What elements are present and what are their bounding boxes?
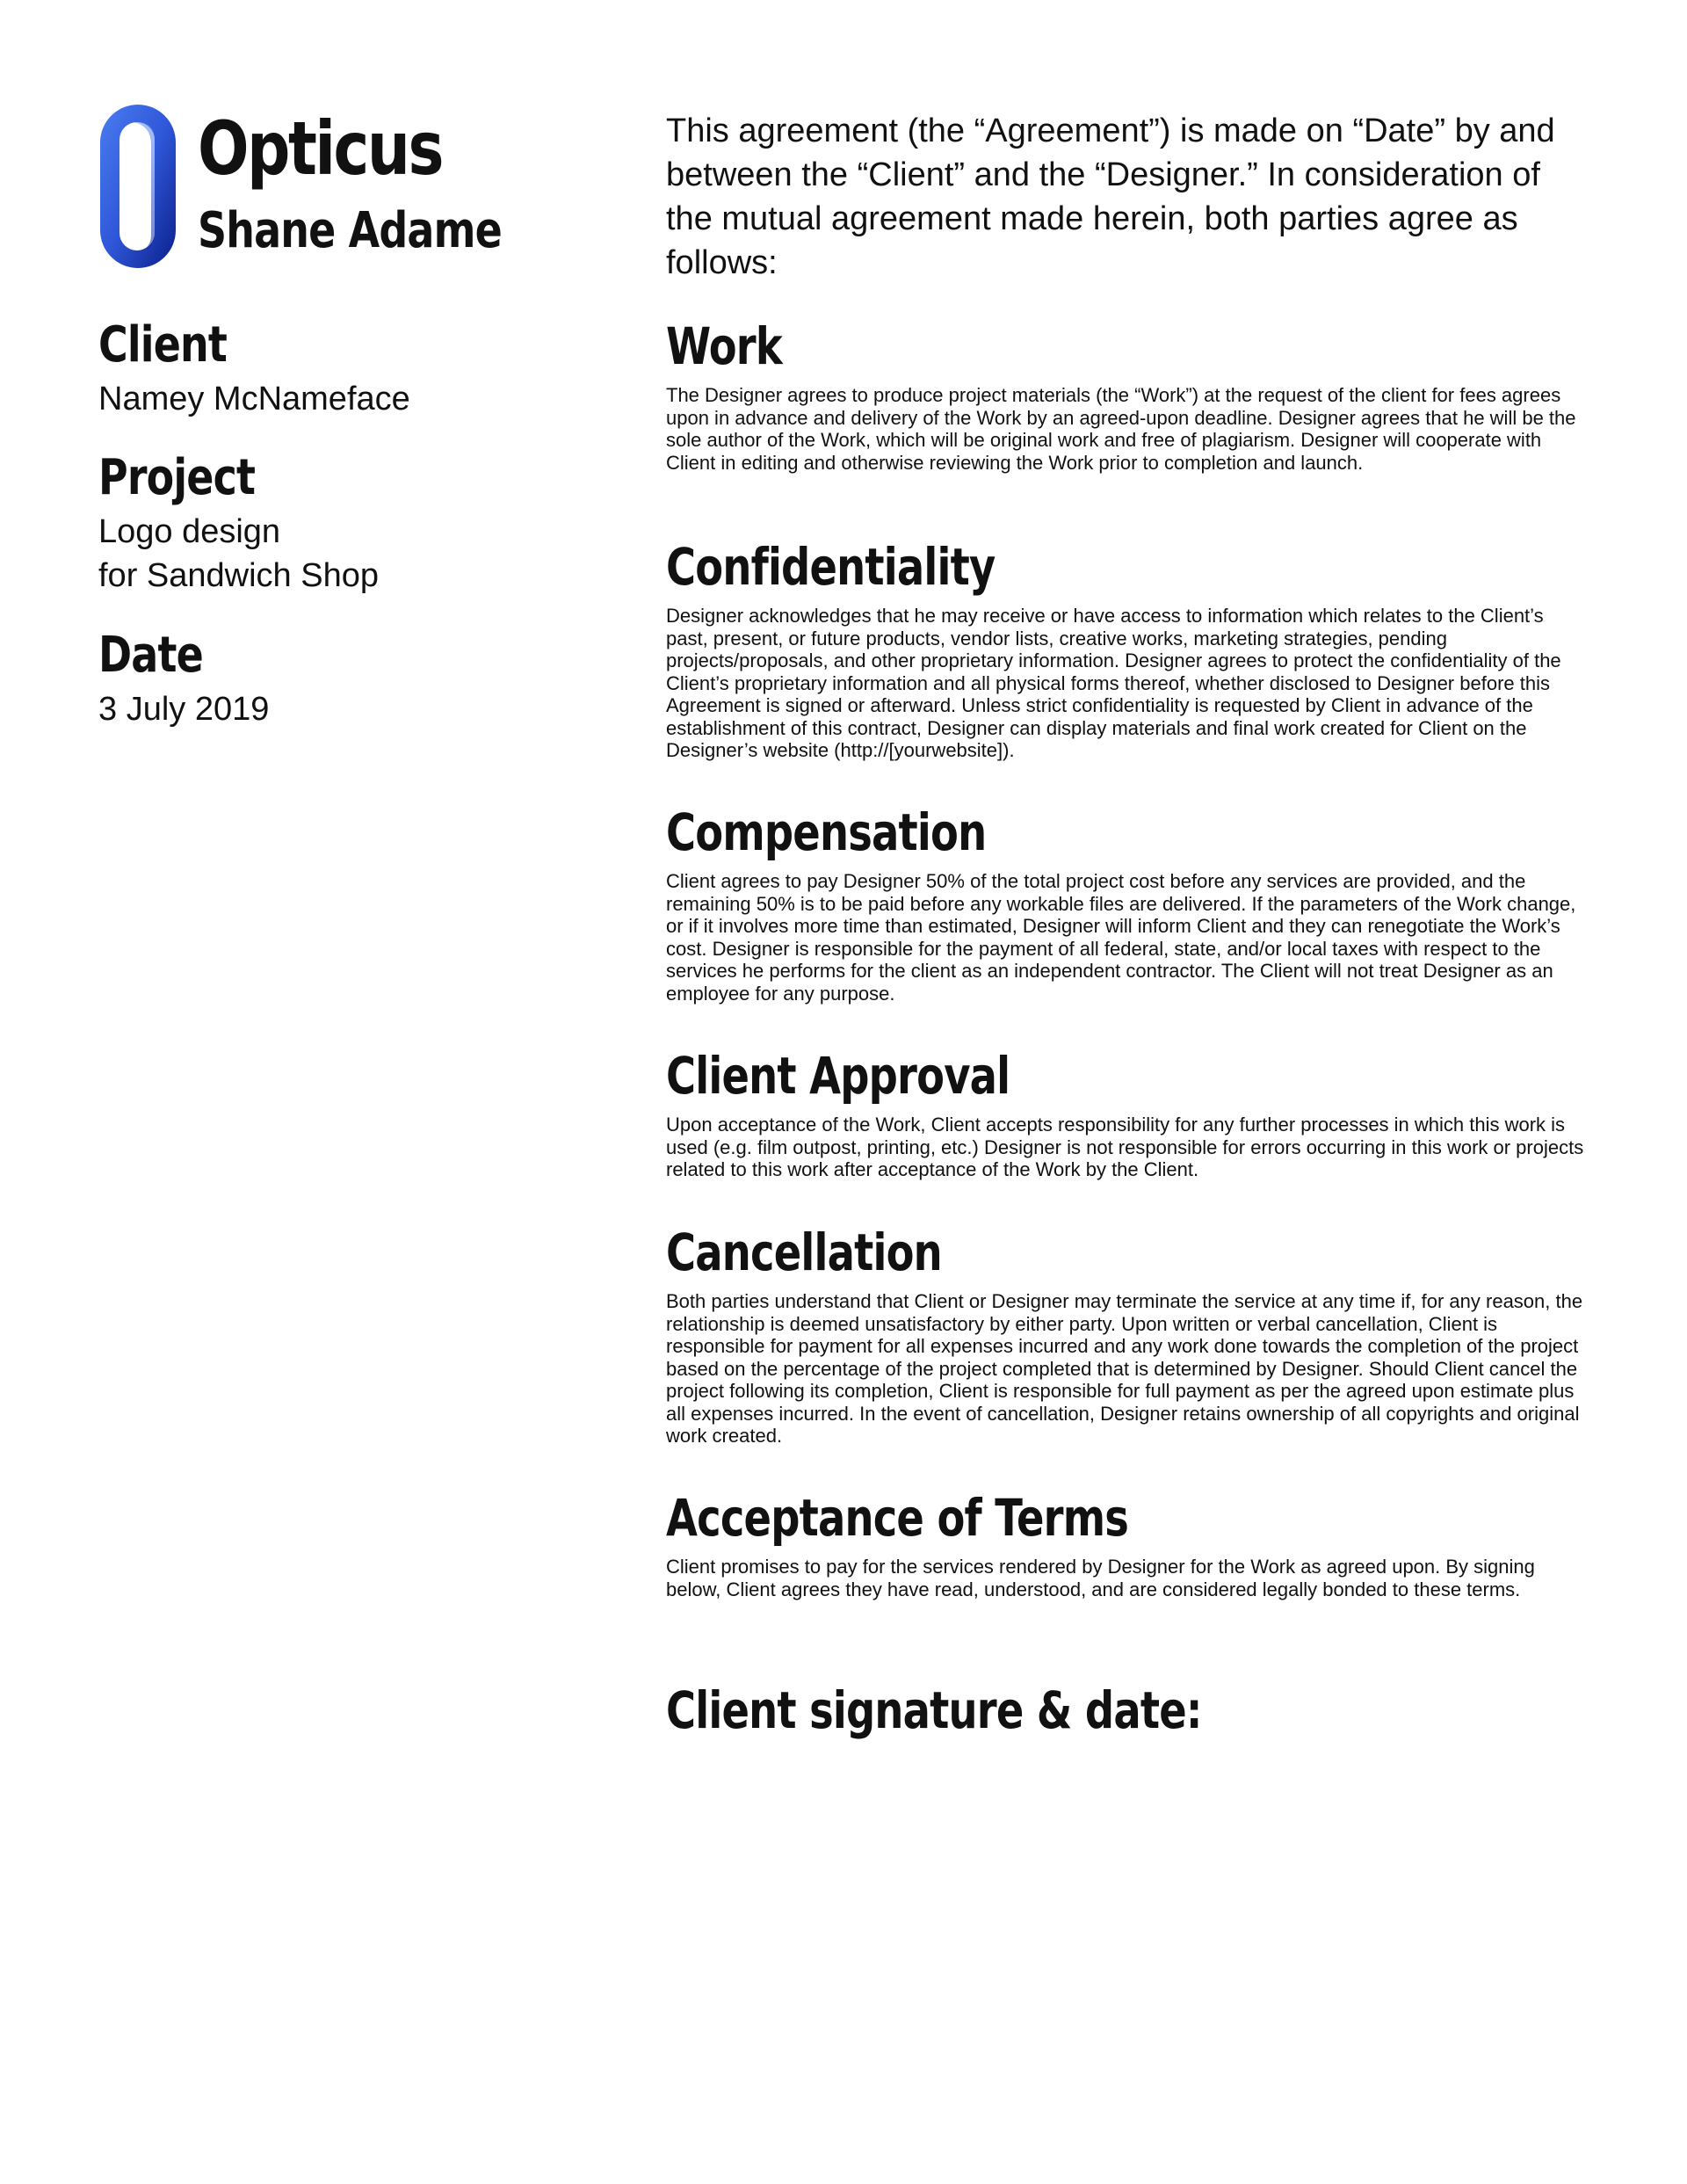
section-compensation	[666, 802, 1589, 1005]
section-body: Upon acceptance of the Work, Client accepts responsibility for any further processes in which this work is used (e.g. film outpost, printing, etc.) Designer is not responsible for errors occurring in this work or projects related to this work after acceptance of the Work by the Client.	[666, 1114, 1584, 1180]
brand-block	[98, 103, 538, 274]
section-confidentiality	[666, 537, 1589, 762]
date-info	[98, 627, 590, 731]
section-body: Client agrees to pay Designer 50% of the total project cost before any services are provided, and the remaining 50% is to be paid before any workable files are delivered. If the parameters of the Work change, or if it involves more time than estimated, Designer will inform Client and they can renegotiate the Work’s cost. Designer is responsible for the payment of all federal, state, and/or local taxes with respect to the services he performs for the client as an independent contractor. The Client will not treat Designer as an employee for any purpose.	[666, 870, 1576, 1005]
section-cancellation	[666, 1223, 1589, 1448]
section-body: The Designer agrees to produce project materials (the “Work”) at the request of the client for fees agrees upon in advance and delivery of the Work by an agreed-upon deadline. Designer agrees that he will be the sole author of the Work, which will be original work and free of plagiarism. Designer will cooperate with Client in editing and otherwise reviewing the Work prior to completion and launch.	[666, 384, 1576, 474]
section-work	[666, 316, 1589, 474]
section-title: Cancellation	[666, 1223, 942, 1282]
signature-label: Client signature & date:	[666, 1680, 1202, 1740]
section-client-approval	[666, 1046, 1589, 1181]
section-title: Compensation	[666, 802, 987, 862]
intro-block	[666, 109, 1589, 285]
section-body: Both parties understand that Client or Designer may terminate the service at any time if, for any reason, the relationship is deemed unsatisfactory by either party. Upon written or verbal cancellation, Client is responsible for payment for all expenses incurred and any work done towards the completion of the project based on the percentage of the project completed that is determined by Designer. Should Client cancel the project following its completion, Client is responsible for full payment as per the agreed upon estimate plus all expenses incurred. In the event of cancellation, Designer retains ownership of all copyrights and original work created.	[666, 1290, 1583, 1447]
section-body: Client promises to pay for the services rendered by Designer for the Work as agreed upon. By signing below, Client agrees they have read, understood, and are considered legally bonded to these terms.	[666, 1556, 1535, 1600]
section-title: Client Approval	[666, 1046, 1010, 1106]
opticus-o-logo-icon	[98, 103, 177, 270]
date-value: 3 July 2019	[98, 691, 270, 728]
section-title: Acceptance of Terms	[666, 1488, 1129, 1548]
client-info	[98, 316, 590, 421]
section-title: Confidentiality	[666, 537, 996, 597]
signature-block	[666, 1680, 1336, 1740]
client-label: Client	[98, 316, 228, 374]
project-label: Project	[98, 449, 256, 506]
section-title: Work	[666, 316, 782, 376]
brand-person-name: Shane Adame	[198, 202, 502, 259]
client-value: Namey McNameface	[98, 381, 410, 417]
project-value: Logo design for Sandwich Shop	[98, 513, 379, 594]
section-acceptance-of-terms	[666, 1488, 1589, 1600]
intro-paragraph: This agreement (the “Agreement”) is made on “Date” by and between the “Client” and the “Designer.” In consideration of the mutual agreement made herein, both parties agree as follows:	[666, 112, 1555, 281]
section-body: Designer acknowledges that he may receive or have access to information which relates to the Client’s past, present, or future products, vendor lists, creative works, marketing strategies, pending projects/proposals, and other proprietary information. Designer agrees to protect the confidentiality of the Client’s proprietary information and all physical forms thereof, whether disclosed to Designer before this Agreement is signed or afterward. Unless strict confidentiality is requested by Client in advance of the establishment of this contract, Designer can display materials and final work created for Client on the Designer’s website (http://[yourwebsite]).	[666, 605, 1561, 761]
brand-name: Opticus	[198, 105, 443, 192]
project-info	[98, 449, 590, 598]
date-label: Date	[98, 627, 203, 684]
